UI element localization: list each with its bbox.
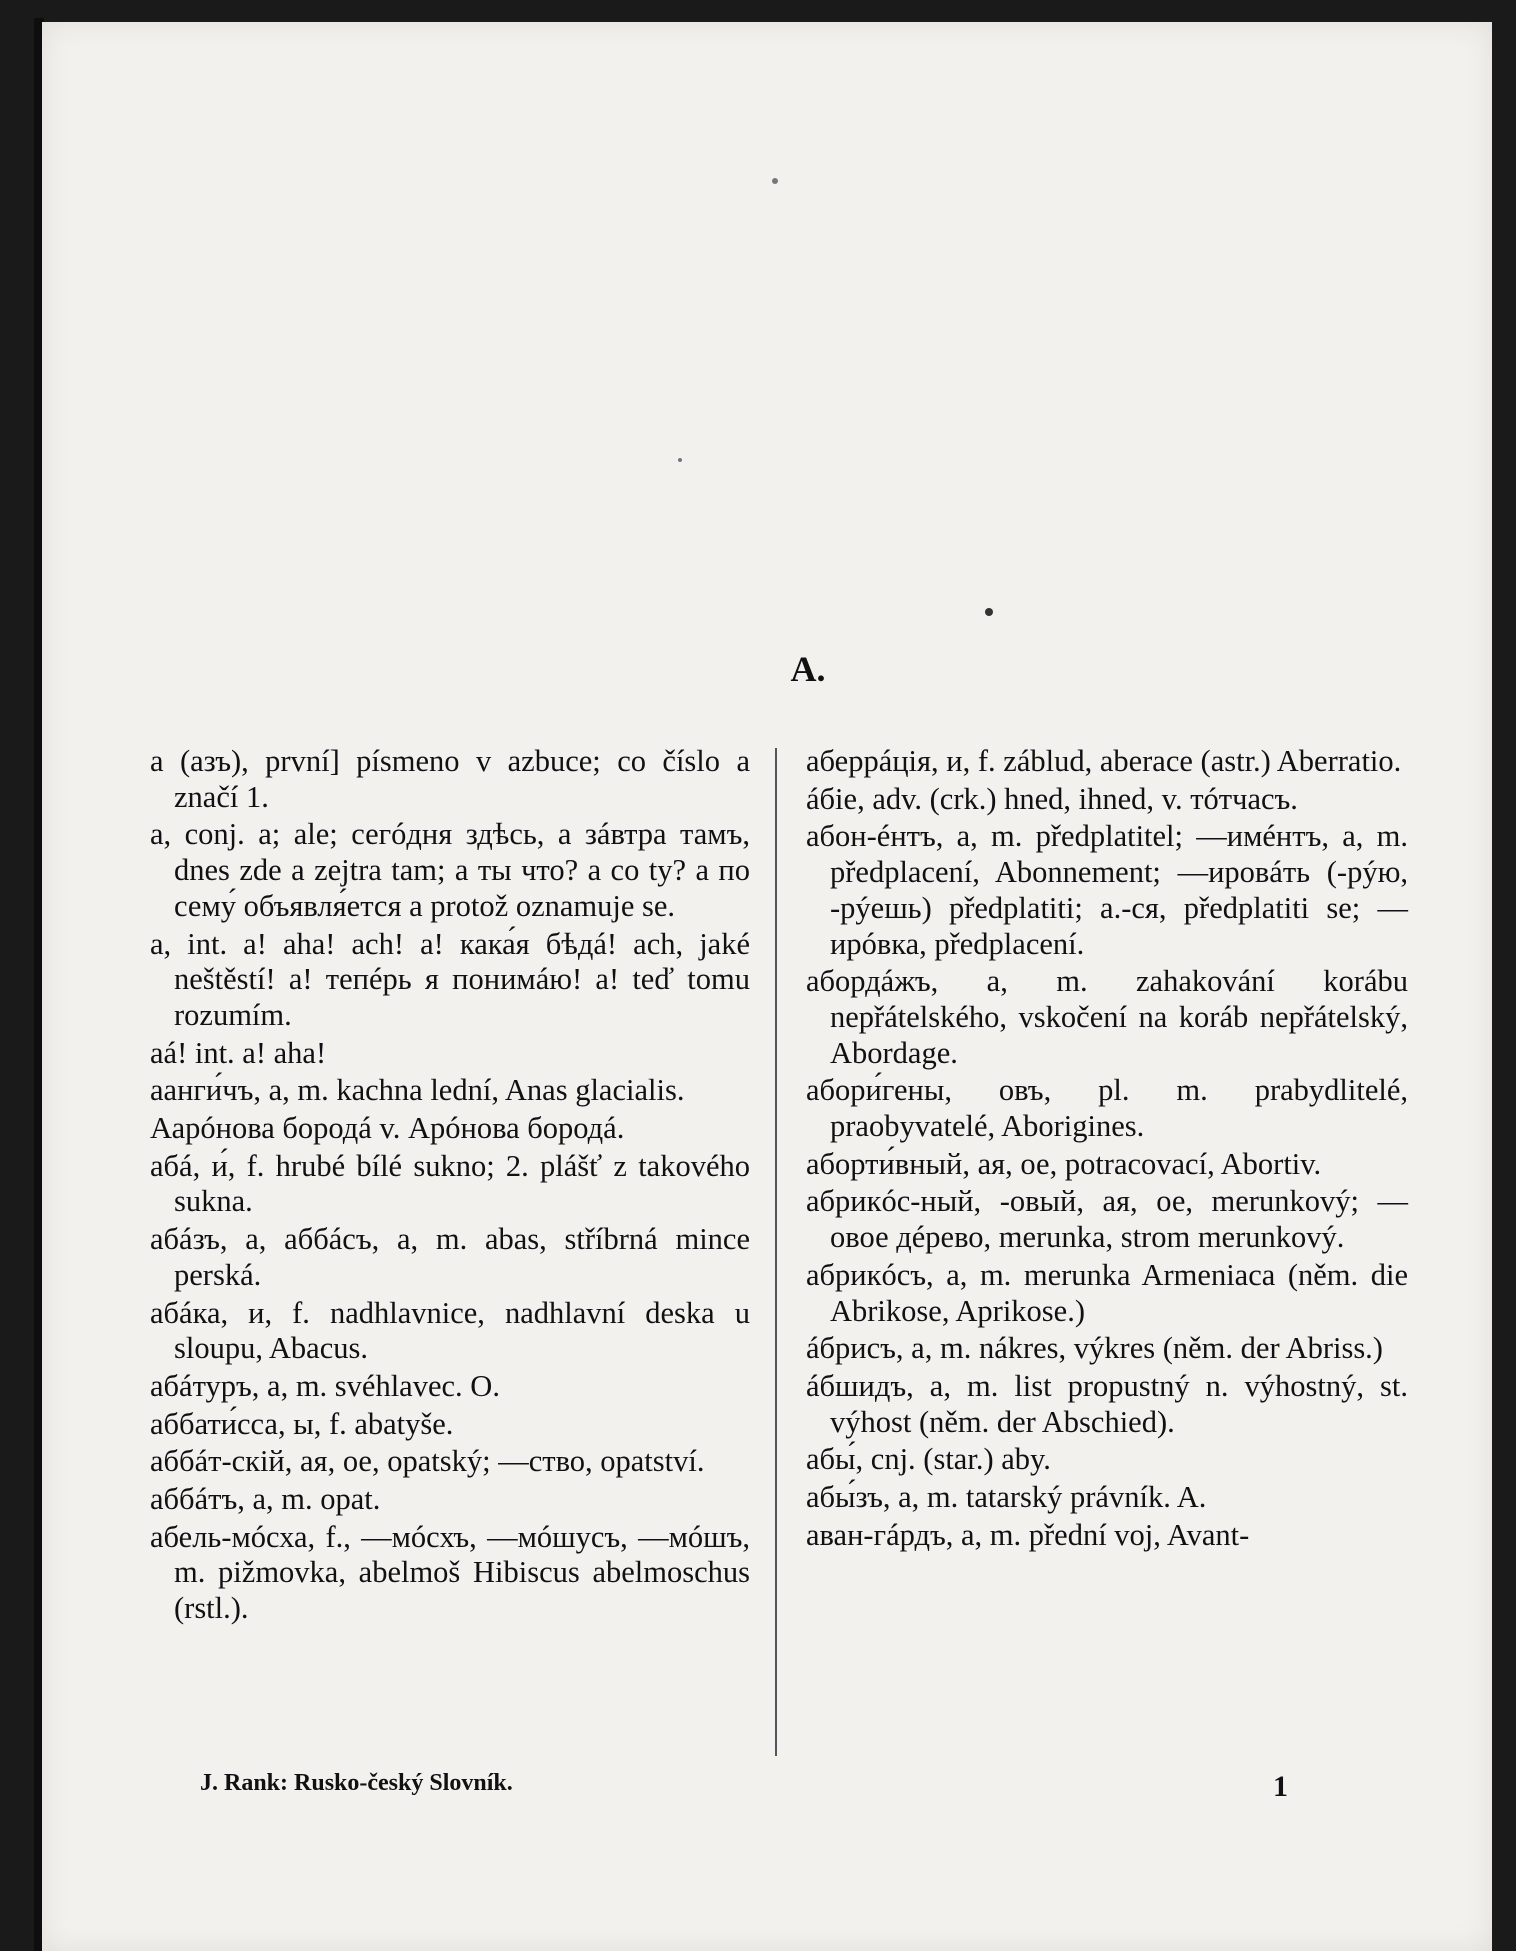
entry: аá! int. a! aha! — [150, 1035, 327, 1070]
left-column — [150, 744, 750, 1629]
entry: аборти́вный, ая, ое, potracovací, Abortiv. — [806, 1146, 1322, 1181]
print-speck — [678, 458, 682, 462]
entry: абáка, и, f. nadhlavnice, nadhlavní deska u sloupu, Abacus. — [150, 1295, 750, 1366]
entry: а, int. a! aha! ach! a! кака́я бѣдá! ach, jaké neštěstí! a! тепéрь я понимáю! a! teď tomu rozumím. — [150, 926, 750, 1032]
entry: абá, и́, f. hrubé bílé sukno; 2. plášť z takového sukna. — [150, 1148, 750, 1219]
entry: абон-éнтъ, а, m. předplatitel; —имéнтъ, а, m. předplacení, Abonnement; —ировáть (-рýю, -рýешь) předplatiti; а.-ся, předplatiti se; —ирóвка, předplacení. — [806, 819, 1408, 961]
entry: абáзъ, а, аббáсъ, а, m. abas, stříbrná mince perská. — [150, 1222, 750, 1292]
entry: Аарóнова бородá v. Арóнова бородá. — [150, 1111, 625, 1146]
entry: аван-гáрдъ, а, m. přední voj, Avant- — [806, 1517, 1250, 1552]
entry: аббáтъ, а, m. opat. — [150, 1482, 381, 1517]
entry: абрикóс-ный, -овый, ая, ое, merunkový; —овое дéрево, merunka, strom merunkový. — [806, 1184, 1408, 1255]
entry: абáтуръ, а, m. svéhlavec. O. — [150, 1368, 500, 1403]
right-column — [806, 744, 1408, 1555]
entry: а, conj. a; ale; сегóдня здѣсь, а зáвтра тамъ, dnes zde a zejtra tam; а ты что? a co ty? а по сему́ объявля́ется a protož oznamuje se. — [150, 817, 750, 923]
entry: а (азъ), první] písmeno v azbuce; co číslo a značí 1. — [150, 744, 750, 814]
footer-author: J. Rank: Rusko-český Slovník. — [200, 1770, 513, 1796]
entry: аанги́чъ, а, m. kachna lední, Anas glacialis. — [150, 1073, 685, 1108]
entry: áбшидъ, а, m. list propustný n. výhostný, st. výhost (něm. der Abschied). — [806, 1368, 1408, 1439]
print-speck — [772, 178, 778, 184]
entry: аберрáція, и, f. záblud, aberace (astr.) Aberratio. — [806, 744, 1402, 778]
column-divider — [775, 748, 777, 1756]
page-number: 1 — [1273, 1770, 1288, 1803]
section-heading: A. — [790, 649, 826, 689]
print-speck — [985, 608, 993, 616]
entry: аббати́сса, ы, f. abatyše. — [150, 1406, 454, 1441]
entry: абори́гены, овъ, pl. m. prabydlitelé, praobyvatelé, Aborigines. — [806, 1073, 1408, 1144]
entry: абы́зъ, а, m. tatarský právník. A. — [806, 1480, 1207, 1515]
entry: абрикóсъ, а, m. merunka Armeniaca (něm. die Abrikose, Aprikose.) — [806, 1257, 1408, 1328]
entry: аббáт-скій, ая, ое, opatský; —ство, opatství. — [150, 1444, 705, 1479]
entry: áбіе, adv. (crk.) hned, ihned, v. тóтчасъ. — [806, 781, 1298, 816]
entry: абы́, cnj. (star.) aby. — [806, 1442, 1051, 1477]
entry: абель-мóсха, f., —мóсхъ, —мóшусъ, —мóшъ, m. pižmovka, abelmoš Hibiscus abelmoschus (rstl.). — [150, 1519, 750, 1626]
entry: абордáжъ, а, m. zahakování korábu nepřátelského, vskočení na koráb nepřátelský, Abordage. — [806, 964, 1408, 1070]
entry: áбрисъ, а, m. nákres, výkres (něm. der Abriss.) — [806, 1331, 1383, 1366]
